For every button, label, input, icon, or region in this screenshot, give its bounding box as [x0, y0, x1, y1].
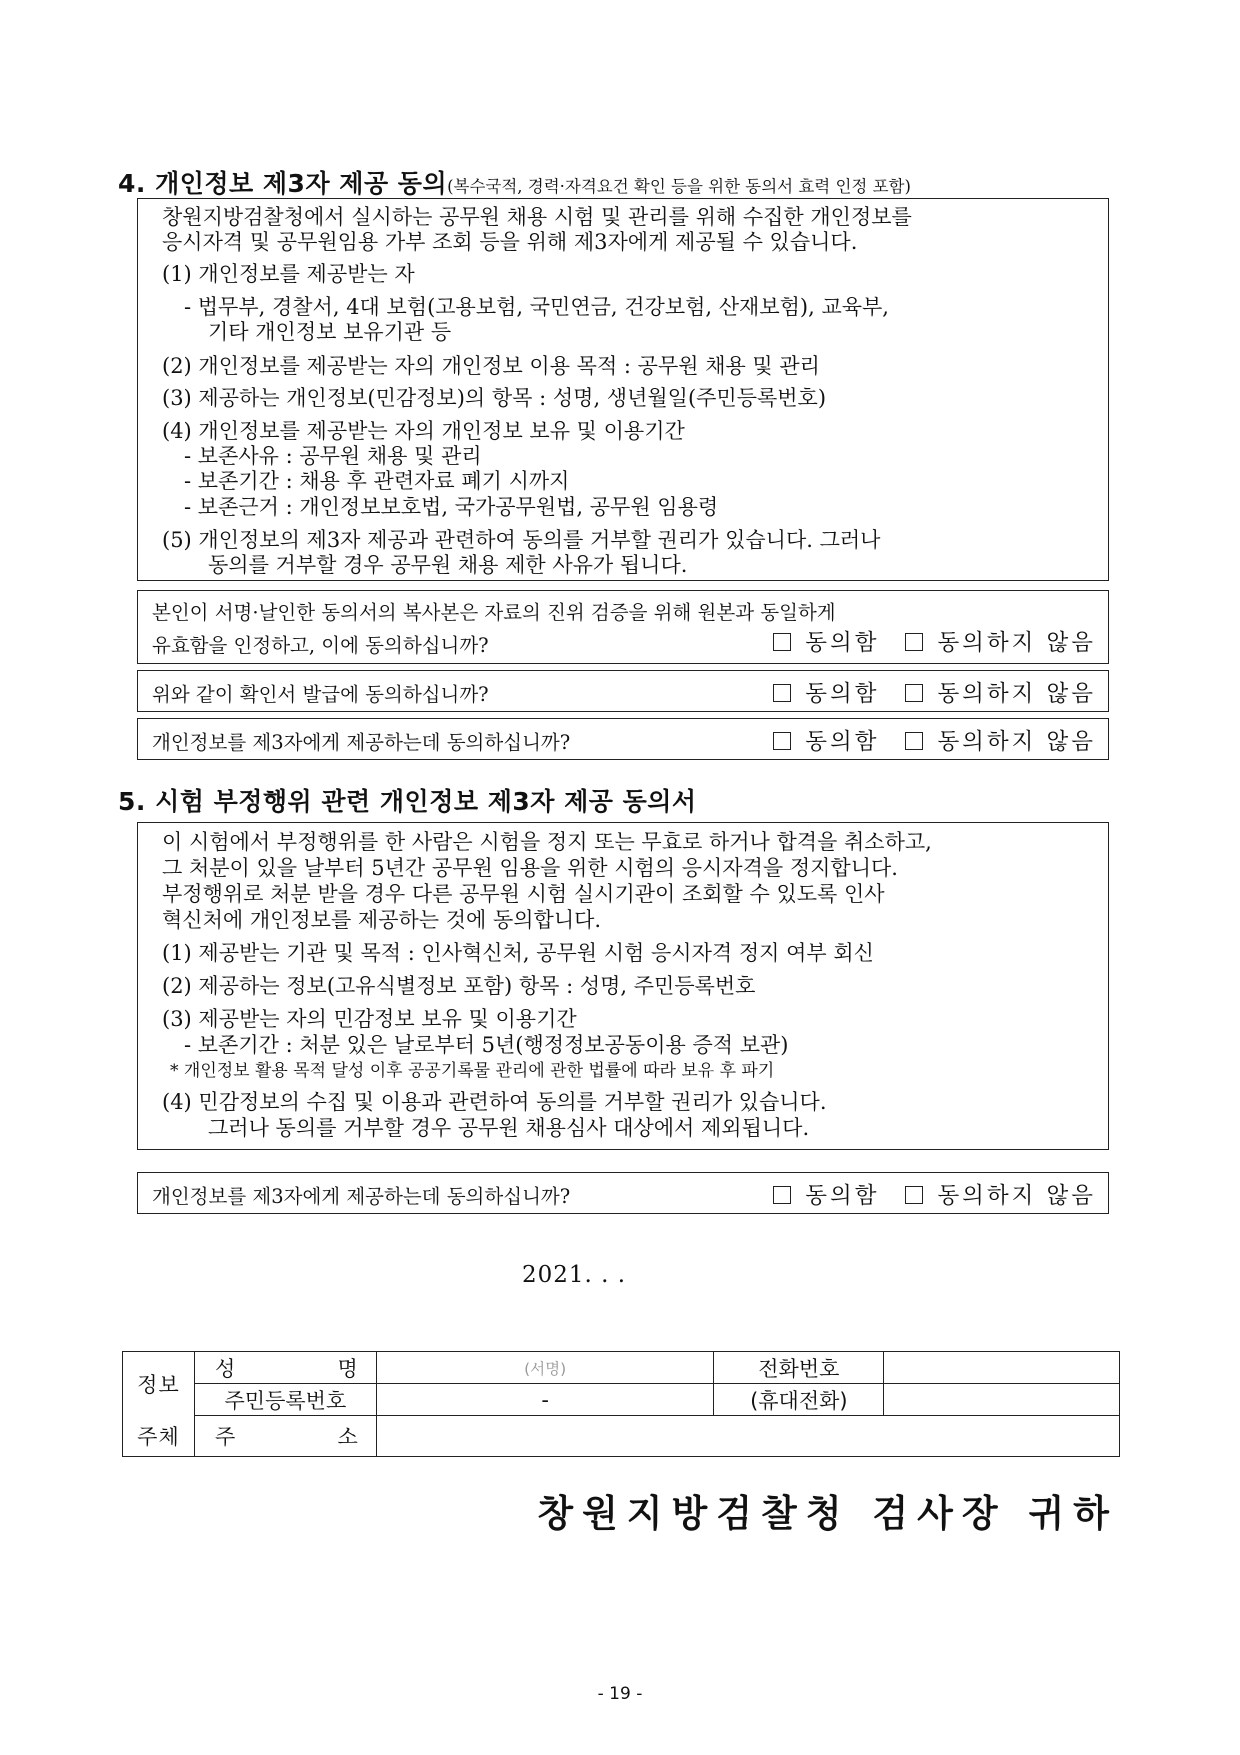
section5-note: * 개인정보 활용 목적 달성 이후 공공기록물 관리에 관한 법률에 따라 보유 후 파기 — [170, 1061, 775, 1081]
agree-label: 동의함 — [805, 1183, 880, 1209]
rrn-label: 주민등록번호 — [194, 1384, 376, 1416]
disagree-label: 동의하지 않음 — [937, 681, 1096, 707]
section4-line: 동의를 거부할 경우 공무원 채용 제한 사유가 됩니다. — [208, 553, 688, 577]
section4-line: - 보존근거 : 개인정보보호법, 국가공무원법, 공무원 임용령 — [184, 495, 719, 519]
section5-line: 그 처분이 있을 날부터 5년간 공무원 임용을 위한 시험의 응시자격을 정지합니다. — [162, 856, 898, 880]
recipient: 창원지방검찰청 검사장 귀하 — [537, 1492, 1118, 1535]
section5-line: 혁신처에 개인정보를 제공하는 것에 동의합니다. — [162, 908, 602, 932]
date-field[interactable]: 2021. . . — [522, 1262, 627, 1288]
section5-line: (1) 제공받는 기관 및 목적 : 인사혁신처, 공무원 시험 응시자격 정지 여부 회신 — [162, 941, 874, 965]
group-label: 정보 — [123, 1352, 195, 1416]
mobile-field[interactable] — [884, 1384, 1120, 1416]
section5-body-box — [137, 822, 1109, 1150]
options-group — [773, 676, 1096, 708]
disagree-checkbox[interactable] — [905, 1186, 923, 1204]
rrn-field[interactable]: - — [376, 1384, 714, 1416]
section5-line: (3) 제공받는 자의 민감정보 보유 및 이용기간 — [162, 1007, 577, 1031]
section5-line: 그러나 동의를 거부할 경우 공무원 채용심사 대상에서 제외됩니다. — [208, 1116, 810, 1140]
question-text: 본인이 서명·날인한 동의서의 복사본은 자료의 진위 검증을 위해 원본과 동일하게 — [152, 601, 836, 624]
section4-line: (4) 개인정보를 제공받는 자의 개인정보 보유 및 이용기간 — [162, 419, 685, 443]
section5-line: (2) 제공하는 정보(고유식별정보 포함) 항목 : 성명, 주민등록번호 — [162, 974, 756, 998]
question-text: 유효함을 인정하고, 이에 동의하십니까? — [152, 634, 489, 657]
section5-line: 부정행위로 처분 받을 경우 다른 공무원 시험 실시기관이 조회할 수 있도록 인사 — [162, 882, 885, 906]
consent-third-party-box — [137, 718, 1109, 760]
section4-body-box — [137, 198, 1109, 581]
address-label: 주 소 — [194, 1416, 376, 1457]
section4-title-text: 4. 개인정보 제3자 제공 동의 — [118, 169, 448, 198]
consent-fraud-info-box — [137, 1172, 1109, 1214]
section4-title — [118, 164, 911, 200]
consent-certificate-box — [137, 670, 1109, 712]
section5-title: 5. 시험 부정행위 관련 개인정보 제3자 제공 동의서 — [118, 787, 697, 816]
agree-checkbox[interactable] — [773, 633, 791, 651]
disagree-checkbox[interactable] — [905, 684, 923, 702]
question-text: 개인정보를 제3자에게 제공하는데 동의하십니까? — [152, 1185, 571, 1208]
disagree-checkbox[interactable] — [905, 633, 923, 651]
group-label: 주체 — [123, 1416, 195, 1457]
agree-checkbox[interactable] — [773, 684, 791, 702]
disagree-label: 동의하지 않음 — [937, 729, 1096, 755]
consent-copy-validity-box — [137, 590, 1109, 664]
agree-checkbox[interactable] — [773, 1186, 791, 1204]
section4-line: 기타 개인정보 보유기관 등 — [208, 320, 452, 344]
section4-line: (2) 개인정보를 제공받는 자의 개인정보 이용 목적 : 공무원 채용 및 관리 — [162, 354, 820, 378]
section4-line: (1) 개인정보를 제공받는 자 — [162, 262, 415, 286]
section4-line: 창원지방검찰청에서 실시하는 공무원 채용 시험 및 관리를 위해 수집한 개인정보를 — [162, 205, 912, 229]
data-subject-table — [122, 1351, 1120, 1457]
section5-line: (4) 민감정보의 수집 및 이용과 관련하여 동의를 거부할 권리가 있습니다. — [162, 1090, 827, 1114]
agree-checkbox[interactable] — [773, 732, 791, 750]
section4-line: (5) 개인정보의 제3자 제공과 관련하여 동의를 거부할 권리가 있습니다. 그러나 — [162, 528, 881, 552]
disagree-checkbox[interactable] — [905, 732, 923, 750]
section4-line: 응시자격 및 공무원임용 가부 조회 등을 위해 제3자에게 제공될 수 있습니다. — [162, 230, 858, 254]
section5-line: - 보존기간 : 처분 있은 날로부터 5년(행정정보공동이용 증적 보관) — [184, 1033, 789, 1057]
agree-label: 동의함 — [805, 681, 880, 707]
page-number: - 19 - — [597, 1684, 643, 1704]
section4-line: - 법무부, 경찰서, 4대 보험(고용보험, 국민연금, 건강보험, 산재보험), 교육부, — [184, 295, 889, 319]
mobile-label: (휴대전화) — [714, 1384, 884, 1416]
phone-field[interactable] — [884, 1352, 1120, 1384]
section4-subtitle: (복수국적, 경력·자격요건 확인 등을 위한 동의서 효력 인정 포함) — [447, 177, 911, 196]
phone-label: 전화번호 — [714, 1352, 884, 1384]
question-text: 개인정보를 제3자에게 제공하는데 동의하십니까? — [152, 731, 571, 754]
options-group — [773, 724, 1096, 756]
options-group — [773, 625, 1096, 657]
agree-label: 동의함 — [805, 630, 880, 656]
options-group — [773, 1178, 1096, 1210]
disagree-label: 동의하지 않음 — [937, 1183, 1096, 1209]
section4-line: (3) 제공하는 개인정보(민감정보)의 항목 : 성명, 생년월일(주민등록번호) — [162, 386, 827, 410]
name-label: 성 명 — [194, 1352, 376, 1384]
question-text: 위와 같이 확인서 발급에 동의하십니까? — [152, 683, 489, 706]
name-signature-field[interactable]: (서명) — [376, 1352, 714, 1384]
section4-line: - 보존사유 : 공무원 채용 및 관리 — [184, 444, 482, 468]
address-field[interactable] — [376, 1416, 1119, 1457]
disagree-label: 동의하지 않음 — [937, 630, 1096, 656]
section5-line: 이 시험에서 부정행위를 한 사람은 시험을 정지 또는 무효로 하거나 합격을 취소하고, — [162, 830, 932, 854]
agree-label: 동의함 — [805, 729, 880, 755]
section4-line: - 보존기간 : 채용 후 관련자료 폐기 시까지 — [184, 469, 570, 493]
